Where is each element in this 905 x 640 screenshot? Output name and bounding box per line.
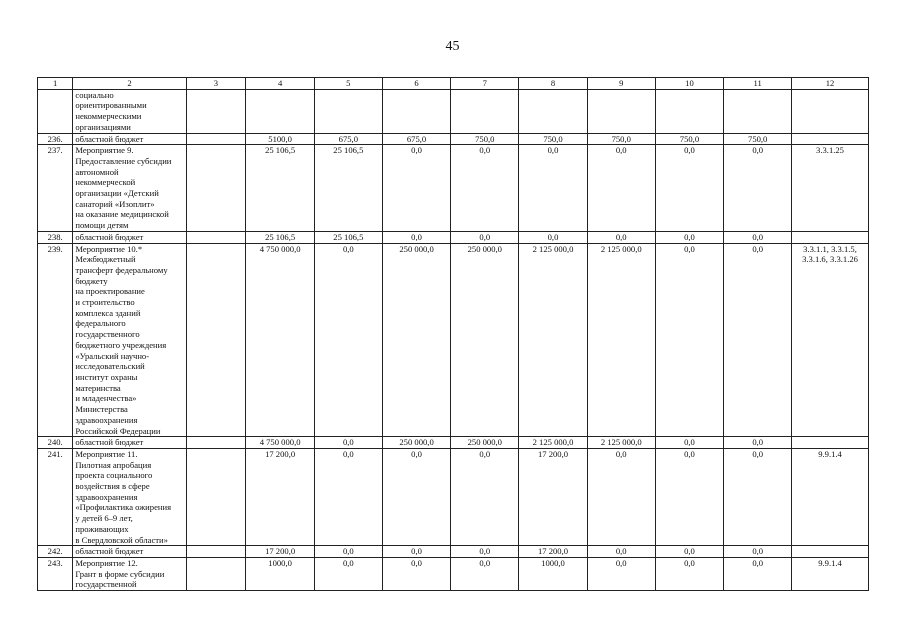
- table-row: [38, 89, 869, 133]
- column-8-value: 0,0: [519, 145, 588, 232]
- column-11-value: 0,0: [724, 231, 792, 243]
- column-9-value: [587, 89, 655, 133]
- column-number-row: [38, 78, 869, 90]
- column-8-value: 2 125 000,0: [519, 437, 588, 449]
- column-3-value: [186, 448, 246, 545]
- column-number: 6: [382, 78, 451, 90]
- column-7-value: [451, 89, 519, 133]
- column-10-value: 750,0: [655, 133, 724, 145]
- column-5-value: [314, 89, 382, 133]
- column-3-value: [186, 133, 246, 145]
- column-7-value: 0,0: [451, 557, 519, 590]
- measure-description: областной бюджет: [73, 437, 186, 449]
- column-10-value: 0,0: [655, 145, 724, 232]
- measure-description: Мероприятие 11. Пилотная апробация проекта социального воздействия в сфере здравоохранения «Профилактика ожирения у детей 6–9 лет, проживающих в Свердловской области»: [73, 448, 186, 545]
- column-4-total: 17 200,0: [246, 448, 315, 545]
- column-3-value: [186, 89, 246, 133]
- column-8-value: 17 200,0: [519, 448, 588, 545]
- column-9-value: 750,0: [587, 133, 655, 145]
- column-5-value: 0,0: [314, 448, 382, 545]
- target-indicator-code: [792, 546, 869, 558]
- column-3-value: [186, 557, 246, 590]
- column-8-value: 2 125 000,0: [519, 243, 588, 437]
- table-row: [38, 145, 869, 232]
- column-9-value: 0,0: [587, 546, 655, 558]
- row-number: 243.: [38, 557, 73, 590]
- column-8-value: [519, 89, 588, 133]
- column-5-value: 25 106,5: [314, 145, 382, 232]
- column-7-value: 0,0: [451, 448, 519, 545]
- column-7-value: 250 000,0: [451, 437, 519, 449]
- column-6-value: [382, 89, 451, 133]
- column-number: 7: [451, 78, 519, 90]
- column-9-value: 2 125 000,0: [587, 243, 655, 437]
- column-9-value: 2 125 000,0: [587, 437, 655, 449]
- column-8-value: 17 200,0: [519, 546, 588, 558]
- target-indicator-code: [792, 89, 869, 133]
- row-number: 240.: [38, 437, 73, 449]
- column-6-value: 675,0: [382, 133, 451, 145]
- column-6-value: 0,0: [382, 448, 451, 545]
- budget-table: [37, 77, 869, 591]
- table-row: [38, 437, 869, 449]
- table-row: [38, 231, 869, 243]
- row-number: 241.: [38, 448, 73, 545]
- column-4-total: [246, 89, 315, 133]
- page-number: 45: [445, 39, 460, 54]
- column-11-value: 0,0: [724, 546, 792, 558]
- column-4-total: 25 106,5: [246, 145, 315, 232]
- target-indicator-code: 3.3.1.25: [792, 145, 869, 232]
- column-4-total: 25 106,5: [246, 231, 315, 243]
- row-number: [38, 89, 73, 133]
- column-7-value: 0,0: [451, 546, 519, 558]
- column-5-value: 25 106,5: [314, 231, 382, 243]
- measure-description: областной бюджет: [73, 133, 186, 145]
- table-row: [38, 243, 869, 437]
- row-number: 239.: [38, 243, 73, 437]
- table-row: [38, 557, 869, 590]
- column-number: 11: [724, 78, 792, 90]
- column-11-value: 750,0: [724, 133, 792, 145]
- target-indicator-code: [792, 231, 869, 243]
- measure-description: областной бюджет: [73, 231, 186, 243]
- column-number: 12: [792, 78, 869, 90]
- column-11-value: 0,0: [724, 437, 792, 449]
- column-9-value: 0,0: [587, 448, 655, 545]
- target-indicator-code: [792, 133, 869, 145]
- column-10-value: 0,0: [655, 557, 724, 590]
- column-10-value: 0,0: [655, 437, 724, 449]
- column-6-value: 250 000,0: [382, 243, 451, 437]
- column-6-value: 0,0: [382, 546, 451, 558]
- column-5-value: 0,0: [314, 557, 382, 590]
- column-10-value: [655, 89, 724, 133]
- column-6-value: 0,0: [382, 231, 451, 243]
- column-4-total: 4 750 000,0: [246, 437, 315, 449]
- column-7-value: 0,0: [451, 145, 519, 232]
- column-number: 3: [186, 78, 246, 90]
- column-8-value: 0,0: [519, 231, 588, 243]
- column-3-value: [186, 145, 246, 232]
- column-5-value: 0,0: [314, 243, 382, 437]
- column-5-value: 675,0: [314, 133, 382, 145]
- column-number: 5: [314, 78, 382, 90]
- target-indicator-code: 3.3.1.1, 3.3.1.5, 3.3.1.6, 3.3.1.26: [792, 243, 869, 437]
- table-row: [38, 546, 869, 558]
- column-9-value: 0,0: [587, 145, 655, 232]
- measure-description: Мероприятие 12. Грант в форме субсидии государственной: [73, 557, 186, 590]
- column-11-value: 0,0: [724, 448, 792, 545]
- column-number: 8: [519, 78, 588, 90]
- table-row: [38, 133, 869, 145]
- column-3-value: [186, 546, 246, 558]
- column-6-value: 0,0: [382, 145, 451, 232]
- column-6-value: 250 000,0: [382, 437, 451, 449]
- column-10-value: 0,0: [655, 231, 724, 243]
- column-number: 2: [73, 78, 186, 90]
- measure-description: Мероприятие 9. Предоставление субсидии автономной некоммерческой организации «Детский санаторий «Изоплит» на оказание медицинской помощи детям: [73, 145, 186, 232]
- target-indicator-code: [792, 437, 869, 449]
- column-number: 9: [587, 78, 655, 90]
- column-8-value: 1000,0: [519, 557, 588, 590]
- column-number: 1: [38, 78, 73, 90]
- column-9-value: 0,0: [587, 557, 655, 590]
- column-11-value: 0,0: [724, 557, 792, 590]
- column-4-total: 5100,0: [246, 133, 315, 145]
- column-10-value: 0,0: [655, 546, 724, 558]
- row-number: 242.: [38, 546, 73, 558]
- measure-description: областной бюджет: [73, 546, 186, 558]
- column-4-total: 1000,0: [246, 557, 315, 590]
- target-indicator-code: 9.9.1.4: [792, 557, 869, 590]
- column-3-value: [186, 231, 246, 243]
- column-number: 4: [246, 78, 315, 90]
- column-6-value: 0,0: [382, 557, 451, 590]
- table-row: [38, 448, 869, 545]
- row-number: 238.: [38, 231, 73, 243]
- column-7-value: 750,0: [451, 133, 519, 145]
- column-10-value: 0,0: [655, 243, 724, 437]
- column-8-value: 750,0: [519, 133, 588, 145]
- column-11-value: [724, 89, 792, 133]
- column-number: 10: [655, 78, 724, 90]
- column-7-value: 0,0: [451, 231, 519, 243]
- column-5-value: 0,0: [314, 546, 382, 558]
- row-number: 237.: [38, 145, 73, 232]
- column-5-value: 0,0: [314, 437, 382, 449]
- row-number: 236.: [38, 133, 73, 145]
- table-body: [38, 78, 869, 591]
- measure-description: социально ориентированными некоммерческими организациями: [73, 89, 186, 133]
- column-4-total: 17 200,0: [246, 546, 315, 558]
- column-3-value: [186, 243, 246, 437]
- target-indicator-code: 9.9.1.4: [792, 448, 869, 545]
- column-9-value: 0,0: [587, 231, 655, 243]
- column-4-total: 4 750 000,0: [246, 243, 315, 437]
- column-11-value: 0,0: [724, 145, 792, 232]
- column-11-value: 0,0: [724, 243, 792, 437]
- column-7-value: 250 000,0: [451, 243, 519, 437]
- measure-description: Мероприятие 10.* Межбюджетный трансферт федеральному бюджету на проектирование и строительство комплекса зданий федерального государственного бюджетного учреждения «Уральский научно- исследовательский институт охраны материнства и младенчества» Министерства здравоохранения Российской Федерации: [73, 243, 186, 437]
- column-10-value: 0,0: [655, 448, 724, 545]
- column-3-value: [186, 437, 246, 449]
